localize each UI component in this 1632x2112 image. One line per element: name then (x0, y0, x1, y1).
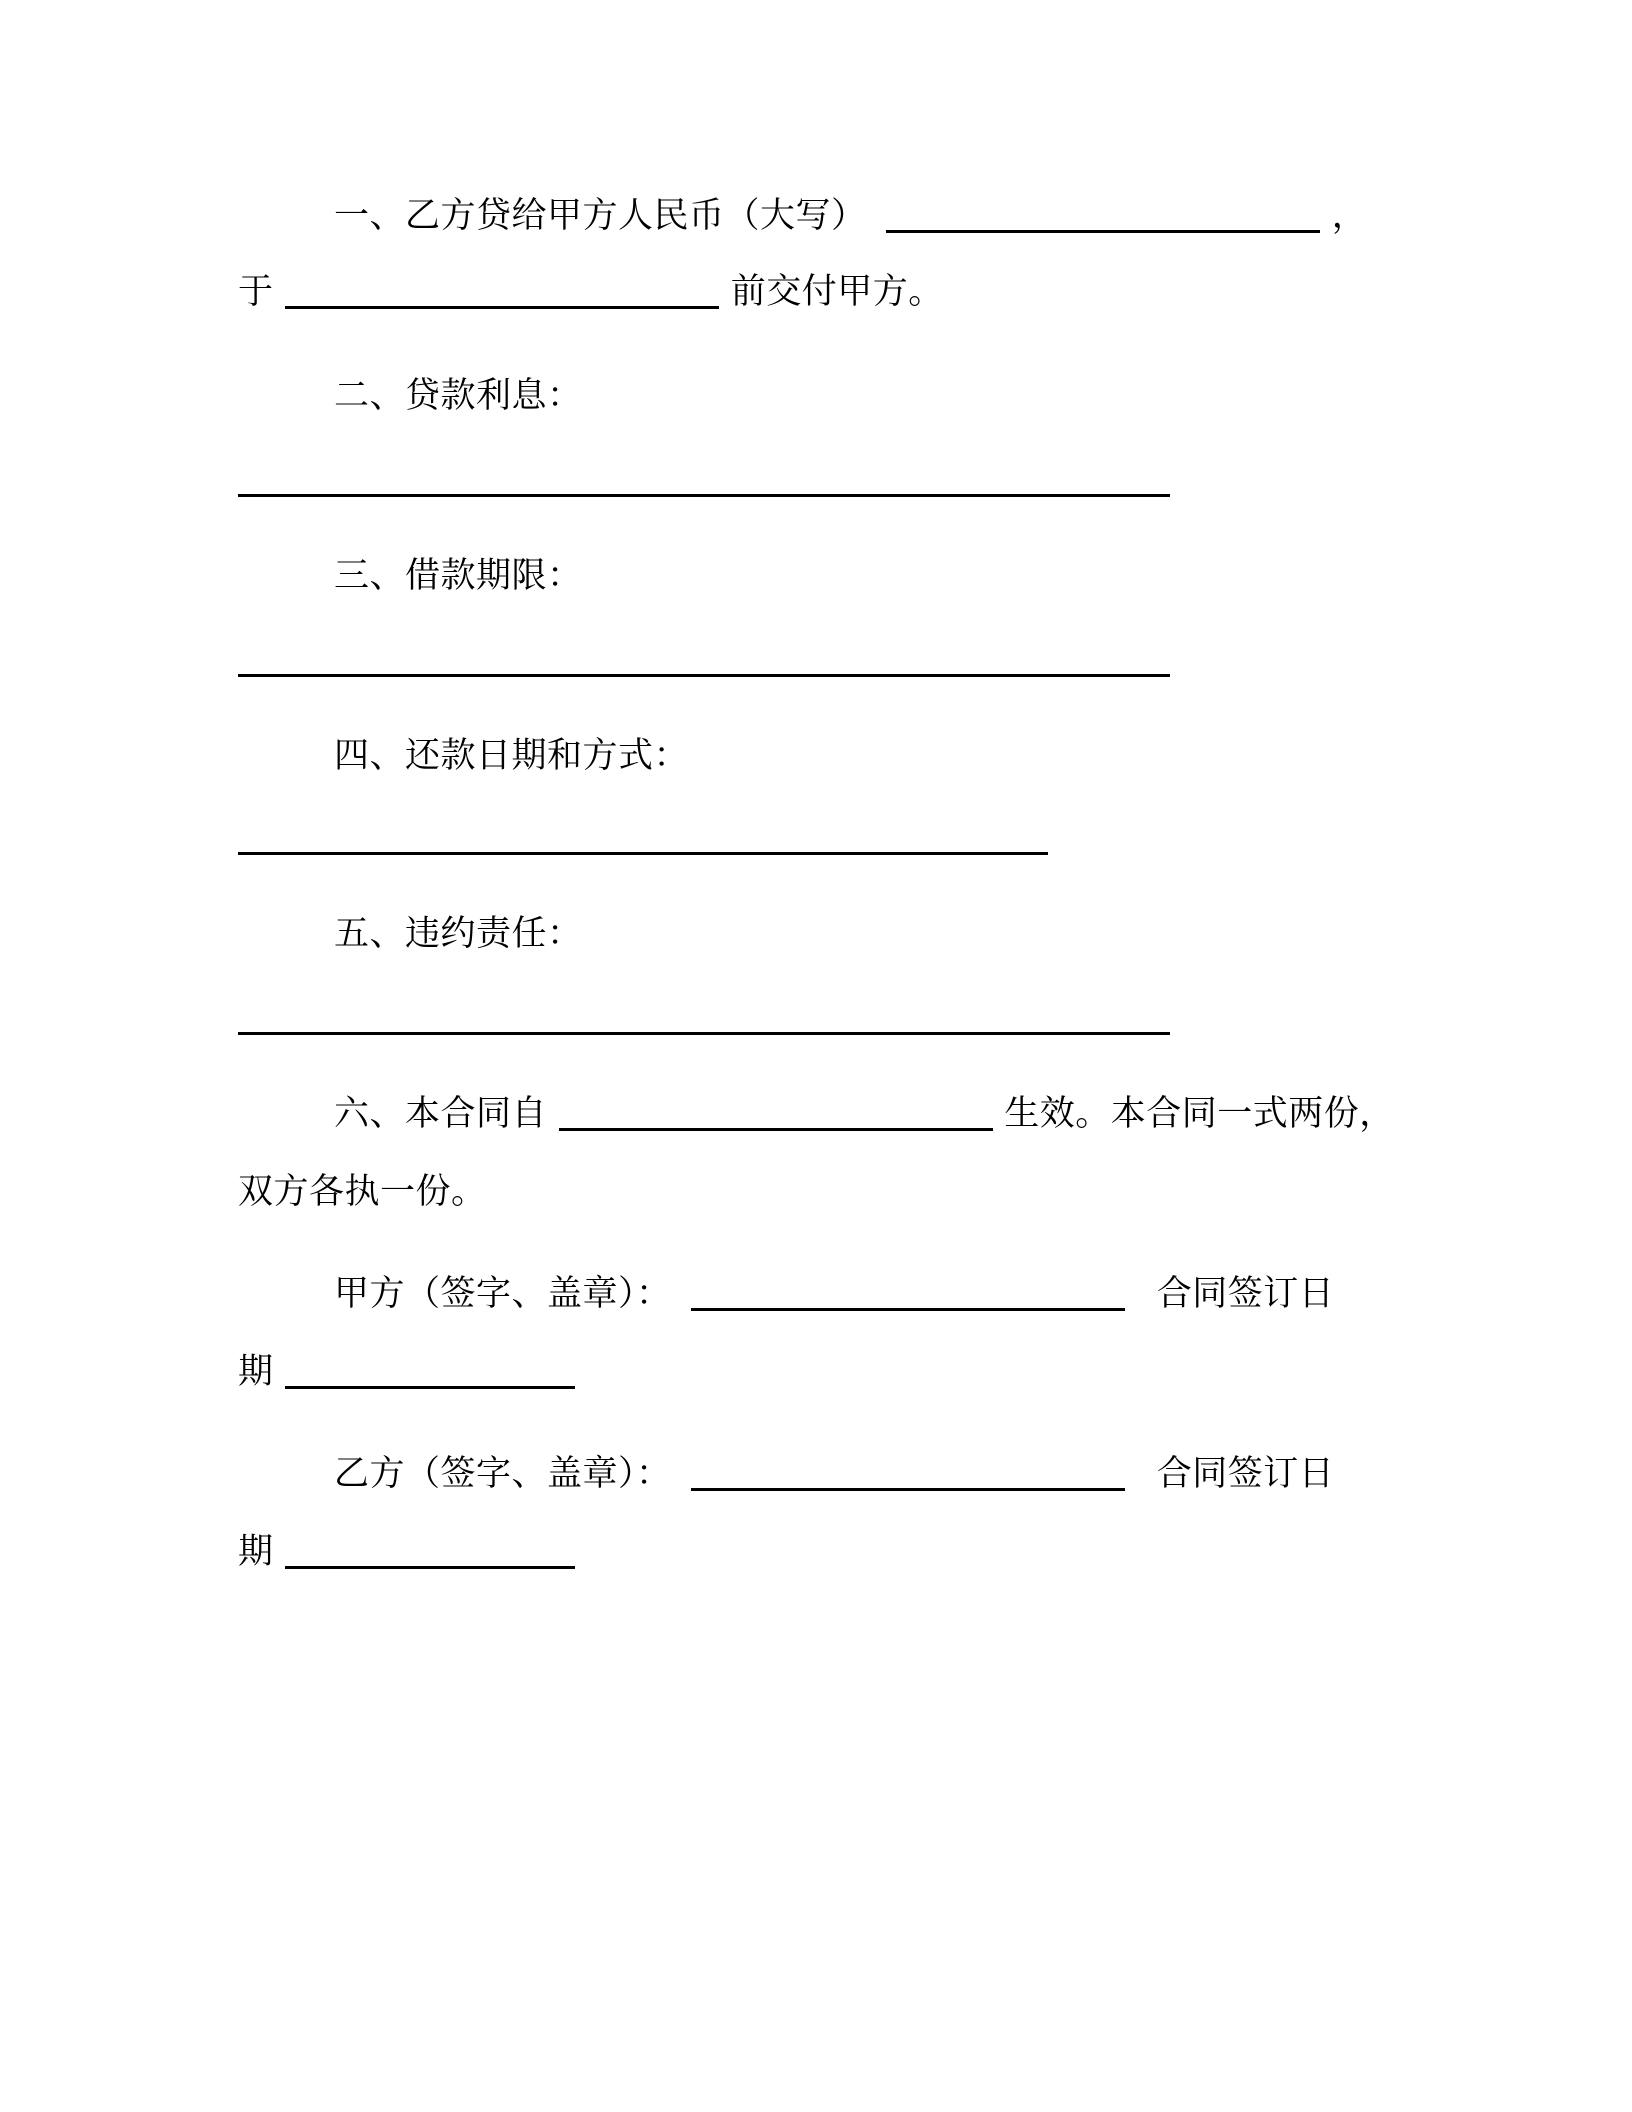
clause-6-text: 六、本合同自 (334, 1094, 548, 1134)
party-b-date-blank[interactable] (285, 1536, 575, 1569)
party-a-signature-blank[interactable] (691, 1278, 1125, 1311)
loan-amount-blank[interactable] (886, 200, 1320, 233)
clause-6-line-2 (238, 1170, 487, 1214)
interest-heading: 二、贷款利息： (334, 376, 583, 416)
party-b-line-2 (238, 1530, 575, 1574)
clause-6-copies: 双方各执一份。 (238, 1172, 487, 1212)
liability-heading: 五、违约责任： (334, 914, 583, 954)
clause-1-prefix: 于 (238, 272, 274, 312)
party-b-line-1 (334, 1452, 1334, 1496)
clause-3-heading (334, 554, 583, 598)
party-a-line-2 (238, 1350, 575, 1394)
repayment-heading: 四、还款日期和方式： (334, 736, 690, 776)
clause-1-comma: ， (1331, 196, 1368, 236)
party-a-date-blank[interactable] (285, 1356, 575, 1389)
party-a-line-1 (334, 1272, 1334, 1316)
interest-blank-line[interactable] (238, 494, 1170, 497)
party-a-label: 甲方（签字、盖章）： (334, 1274, 672, 1314)
repayment-blank-line[interactable] (238, 852, 1048, 855)
loan-term-blank-line[interactable] (238, 674, 1170, 677)
clause-6-line-1 (334, 1092, 1395, 1136)
party-a-date-label: 合同签订日 (1156, 1274, 1335, 1314)
clause-1-line-2 (238, 270, 944, 314)
clause-4-heading (334, 734, 689, 778)
clause-1-suffix: 前交付甲方。 (730, 272, 944, 312)
party-b-date-label-end: 期 (238, 1532, 274, 1572)
party-b-label: 乙方（签字、盖章）： (334, 1454, 672, 1494)
effective-date-blank[interactable] (559, 1098, 993, 1131)
clause-2-heading (334, 374, 583, 418)
delivery-date-blank[interactable] (285, 276, 719, 309)
party-b-date-label: 合同签订日 (1156, 1454, 1335, 1494)
party-a-date-label-end: 期 (238, 1352, 274, 1392)
loan-term-heading: 三、借款期限： (334, 556, 583, 596)
clause-1-text: 一、乙方贷给甲方人民币（大写） (334, 196, 867, 236)
liability-blank-line[interactable] (238, 1032, 1170, 1035)
party-b-signature-blank[interactable] (691, 1458, 1125, 1491)
clause-1-line-1 (334, 194, 1367, 238)
clause-6-suffix: 生效。本合同一式两份， (1004, 1094, 1395, 1134)
clause-5-heading (334, 912, 583, 956)
